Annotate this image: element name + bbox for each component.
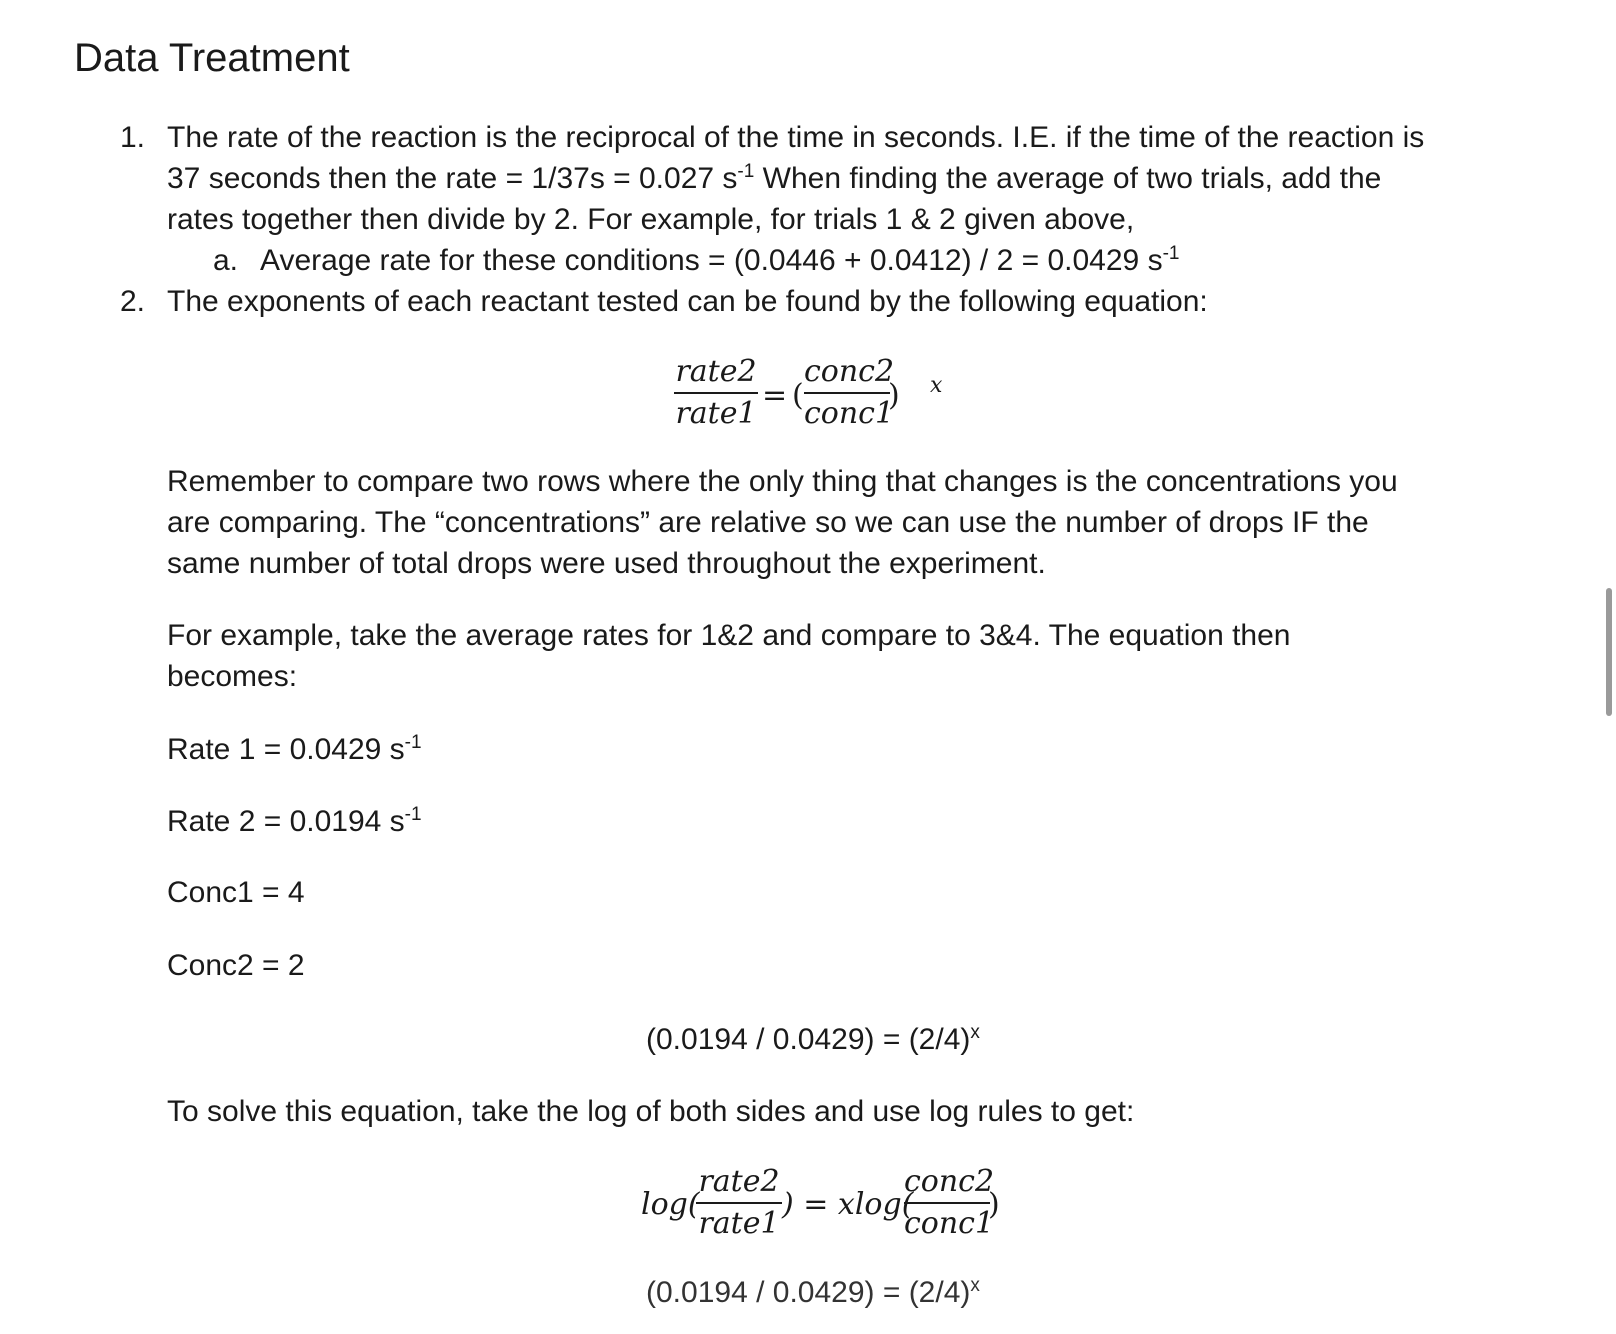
rate2-value [167, 801, 422, 843]
page-title: Data Treatment [74, 36, 350, 80]
sub-item-a [260, 240, 1179, 282]
equation3-close: ) [988, 1187, 1000, 1222]
sub-item-letter-a: a. [213, 244, 239, 277]
fraction-numerator: conc2 [904, 1164, 995, 1199]
rate2-text: Rate 2 = 0.0194 s [167, 805, 405, 838]
solve-instruction: To solve this equation, take the log of both sides and use log rules to get: [167, 1095, 1135, 1128]
superscript: x [970, 1022, 980, 1043]
equation2-text: (0.0194 / 0.0429) = (2/4) [646, 1023, 971, 1056]
vertical-scrollbar[interactable] [1606, 588, 1612, 716]
list-number-1: 1. [120, 121, 146, 154]
equation1-paren-open: ( [792, 378, 804, 413]
equation1-paren-close: ) [888, 378, 900, 413]
remember-line2: are comparing. The “concentrations” are relative so we can use the number of drops IF the [167, 506, 1369, 539]
equation1-exponent: x [930, 373, 943, 398]
list-number-2: 2. [120, 285, 146, 318]
conc1-value: Conc1 = 4 [167, 876, 305, 909]
item1-line1: The rate of the reaction is the reciprocal of the time in seconds. I.E. if the time of the reaction is [167, 121, 1425, 154]
superscript: x [970, 1275, 980, 1296]
fraction-denominator: rate1 [698, 1206, 780, 1241]
remember-line3: same number of total drops were used throughout the experiment. [167, 547, 1046, 580]
item1-line3: rates together then divide by 2. For example, for trials 1 & 2 given above, [167, 203, 1135, 236]
equation3-log-left: log( [641, 1187, 700, 1222]
equation1-lhs-fraction [674, 352, 758, 434]
fraction-numerator: rate2 [698, 1164, 780, 1199]
equation1-rhs-fraction [804, 352, 895, 434]
fraction-numerator: conc2 [804, 354, 895, 389]
equation4 [646, 1272, 980, 1314]
superscript: -1 [404, 804, 422, 825]
superscript: -1 [1162, 243, 1180, 264]
fraction-numerator: rate2 [675, 354, 757, 389]
superscript: -1 [404, 732, 422, 753]
equation3-middle: ) = xlog( [782, 1187, 914, 1222]
equation3-lhs-fraction [696, 1162, 782, 1244]
example-line1: For example, take the average rates for 1&2 and compare to 3&4. The equation then [167, 619, 1291, 652]
rate1-text: Rate 1 = 0.0429 s [167, 733, 405, 766]
item1-line2-part1: 37 seconds then the rate = 1/37s = 0.027 s [167, 162, 738, 195]
example-line2: becomes: [167, 660, 298, 693]
item2-text: The exponents of each reactant tested can be found by the following equation: [167, 285, 1208, 318]
sub-item-a-text: Average rate for these conditions = (0.0446 + 0.0412) / 2 = 0.0429 s [260, 244, 1163, 277]
rate1-value [167, 729, 422, 771]
superscript: -1 [737, 161, 755, 182]
conc2-value: Conc2 = 2 [167, 949, 305, 982]
item1-line2-part2: When finding the average of two trials, add the [754, 162, 1382, 195]
equation1-equals: = [762, 378, 788, 413]
fraction-denominator: conc1 [904, 1206, 995, 1241]
fraction-denominator: rate1 [675, 396, 757, 431]
equation2 [646, 1019, 980, 1061]
equation4-text: (0.0194 / 0.0429) = (2/4) [646, 1276, 971, 1309]
item1-line2 [167, 158, 1381, 200]
equation3-rhs-fraction [904, 1162, 995, 1244]
fraction-denominator: conc1 [804, 396, 895, 431]
remember-line1: Remember to compare two rows where the only thing that changes is the concentrations you [167, 465, 1398, 498]
